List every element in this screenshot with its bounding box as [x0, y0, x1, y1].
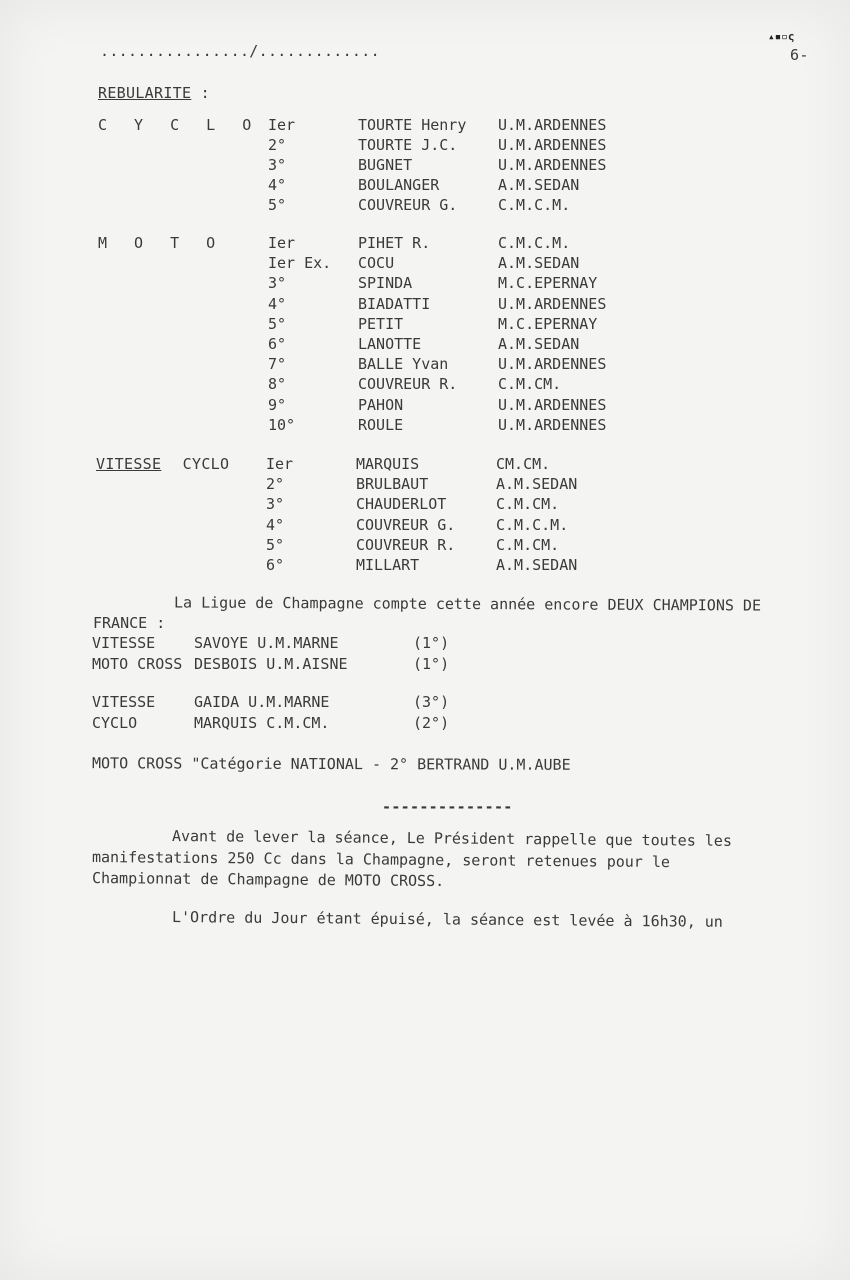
champion-entry — [0, 714, 850, 734]
cyclo-result-row — [0, 156, 850, 176]
vitesse-result-rank: 4° — [266, 515, 285, 534]
closing-para1-line2: manifestations 250 Cc dans la Champagne, seront retenues pour le — [91, 848, 671, 872]
vitesse-result-club: C.M.CM. — [496, 495, 560, 514]
moto-result-row — [0, 274, 850, 294]
champions-intro-line2: FRANCE : — [93, 614, 166, 632]
champion-event: MOTO CROSS — [92, 655, 183, 673]
vitesse-result-row — [0, 495, 850, 515]
national-moto-cross-line: MOTO CROSS "Catégorie NATIONAL - 2° BERTRAND U.M.AUBE — [91, 754, 571, 774]
cyclo-result-name: TOURTE J.C. — [358, 136, 458, 154]
moto-result-club: U.M.ARDENNES — [498, 395, 607, 414]
vitesse-result-rank: 6° — [266, 556, 285, 574]
page-number: 6- — [790, 46, 809, 64]
cyclo-result-row — [0, 176, 850, 196]
moto-result-club: U.M.ARDENNES — [498, 415, 607, 434]
moto-result-name: PAHON — [358, 395, 404, 414]
champion-name: GAIDA U.M.MARNE — [194, 693, 330, 711]
vitesse-result-row — [0, 475, 850, 495]
moto-result-name: ROULE — [358, 415, 404, 434]
moto-result-name: SPINDA — [358, 274, 413, 293]
vitesse-result-club: C.M.CM. — [496, 535, 560, 554]
corner-scribble-mark: ▴▪▫ς — [768, 30, 795, 43]
vitesse-result-club: A.M.SEDAN — [496, 556, 578, 574]
moto-result-row — [0, 315, 850, 335]
moto-result-name: BALLE Yvan — [358, 355, 449, 374]
vitesse-result-club: A.M.SEDAN — [496, 475, 578, 494]
vitesse-result-rank: 5° — [266, 535, 285, 554]
moto-result-row — [0, 254, 850, 274]
champion-name: SAVOYE U.M.MARNE — [194, 634, 339, 652]
champion-place: (3°) — [413, 693, 450, 711]
moto-result-club: U.M.ARDENNES — [498, 294, 607, 313]
moto-result-rank: 7° — [268, 355, 287, 374]
moto-result-row — [0, 375, 850, 395]
moto-result-name: PIHET R. — [358, 234, 431, 252]
regularite-title: REBULARITE — [98, 84, 192, 102]
moto-result-club: M.C.EPERNAY — [498, 274, 598, 293]
section-separator: -------------- — [382, 798, 513, 816]
vitesse-result-name: COUVREUR R. — [356, 535, 456, 554]
vitesse-cyclo-label: CYCLO — [182, 455, 230, 473]
vitesse-result-name: COUVREUR G. — [356, 515, 456, 534]
cyclo-result-club: U.M.ARDENNES — [498, 136, 607, 154]
champion-entry — [0, 634, 850, 654]
dotted-continuation-line: ................/............. — [100, 42, 380, 60]
cyclo-label: C Y C L O — [98, 116, 261, 134]
moto-result-row — [0, 234, 850, 254]
vitesse-result-name: BRULBAUT — [356, 475, 429, 494]
regularite-heading — [98, 84, 210, 102]
moto-result-name: COUVREUR R. — [358, 375, 458, 394]
moto-result-club: A.M.SEDAN — [498, 335, 580, 353]
champions-intro-line1: La Ligue de Champagne compte cette année encore DEUX CHAMPIONS DE — [173, 593, 762, 615]
moto-result-rank: 5° — [268, 314, 287, 333]
cyclo-result-row — [0, 116, 850, 136]
vitesse-result-row — [0, 516, 850, 536]
vitesse-result-club: C.M.C.M. — [496, 515, 569, 534]
champion-event: CYCLO — [92, 714, 138, 732]
moto-result-rank: 10° — [268, 415, 296, 434]
cyclo-result-name: BUGNET — [358, 156, 413, 174]
champion-event: VITESSE — [92, 693, 156, 711]
moto-result-club: C.M.C.M. — [498, 234, 571, 252]
vitesse-result-row — [0, 556, 850, 576]
champion-event: VITESSE — [92, 634, 156, 652]
closing-para1-line3: Championnat de Champagne de MOTO CROSS. — [91, 869, 445, 891]
champion-place: (2°) — [413, 714, 450, 732]
cyclo-result-rank: 4° — [268, 176, 287, 194]
moto-result-rank: 9° — [268, 395, 287, 414]
vitesse-result-row — [0, 455, 850, 475]
cyclo-result-rank: 3° — [268, 156, 287, 174]
champion-entry — [0, 655, 850, 675]
moto-result-row — [0, 355, 850, 375]
moto-result-rank: 4° — [268, 294, 287, 313]
moto-result-rank: 6° — [268, 335, 287, 353]
moto-result-name: COCU — [358, 254, 395, 273]
cyclo-result-name: TOURTE Henry — [358, 116, 467, 134]
moto-result-club: C.M.CM. — [498, 375, 562, 394]
moto-result-club: U.M.ARDENNES — [498, 355, 607, 374]
moto-result-name: BIADATTI — [358, 294, 431, 313]
vitesse-result-row — [0, 536, 850, 556]
champion-name: DESBOIS U.M.AISNE — [194, 655, 348, 673]
cyclo-result-rank: 2° — [268, 136, 287, 154]
moto-result-row — [0, 295, 850, 315]
champion-place: (1°) — [413, 634, 450, 652]
vitesse-result-name: MARQUIS — [356, 455, 420, 473]
champion-entry — [0, 693, 850, 713]
cyclo-result-row — [0, 196, 850, 216]
vitesse-result-rank: Ier — [266, 455, 294, 473]
cyclo-result-club: A.M.SEDAN — [498, 176, 580, 194]
moto-label: M O T O — [98, 234, 225, 252]
vitesse-title: VITESSE — [96, 455, 162, 473]
moto-result-row — [0, 416, 850, 436]
cyclo-result-club: U.M.ARDENNES — [498, 156, 607, 174]
cyclo-result-row — [0, 136, 850, 156]
moto-result-rank: Ier Ex. — [268, 254, 332, 273]
moto-result-rank: Ier — [268, 234, 296, 252]
vitesse-result-name: MILLART — [356, 556, 420, 574]
moto-result-row — [0, 335, 850, 355]
vitesse-result-rank: 3° — [266, 495, 285, 514]
moto-result-club: M.C.EPERNAY — [498, 314, 598, 333]
cyclo-result-club: C.M.C.M. — [498, 196, 571, 214]
moto-result-name: PETIT — [358, 314, 404, 333]
moto-result-rank: 3° — [268, 274, 287, 293]
closing-para2-line1: L'Ordre du Jour étant épuisé, la séance est levée à 16h30, un — [171, 908, 723, 931]
vitesse-result-rank: 2° — [266, 475, 285, 494]
moto-result-club: A.M.SEDAN — [498, 254, 580, 273]
vitesse-result-name: CHAUDERLOT — [356, 495, 447, 514]
moto-result-row — [0, 396, 850, 416]
cyclo-result-club: U.M.ARDENNES — [498, 116, 607, 134]
cyclo-result-rank: Ier — [268, 116, 296, 134]
cyclo-result-rank: 5° — [268, 196, 287, 214]
cyclo-result-name: COUVREUR G. — [358, 196, 458, 214]
cyclo-result-name: BOULANGER — [358, 176, 440, 194]
closing-para1-line1: Avant de lever la séance, Le Président rappelle que toutes les — [171, 827, 732, 850]
champion-name: MARQUIS C.M.CM. — [194, 714, 330, 732]
vitesse-result-club: CM.CM. — [496, 455, 551, 473]
regularite-colon: : — [200, 84, 210, 102]
champion-place: (1°) — [413, 655, 450, 673]
moto-result-name: LANOTTE — [358, 335, 422, 353]
moto-result-rank: 8° — [268, 375, 287, 394]
